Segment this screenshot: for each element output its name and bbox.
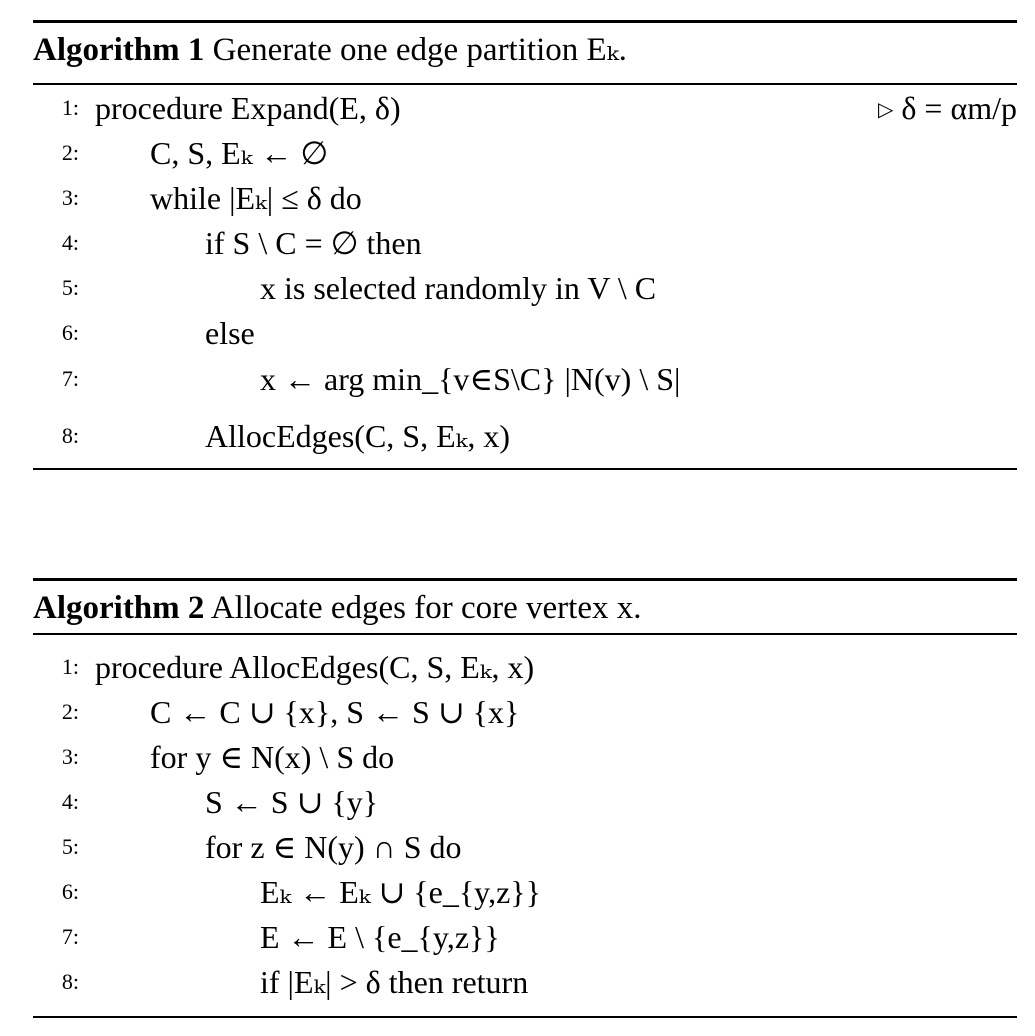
- code-line: [33, 358, 1017, 400]
- code-line: [33, 871, 1017, 913]
- code-text: C, S, Eₖ ← ∅: [150, 135, 329, 171]
- algorithm-label: Algorithm 1: [33, 32, 205, 68]
- code-line: [33, 691, 1017, 733]
- code-line: [33, 177, 1017, 219]
- line-number: 8:: [61, 423, 79, 448]
- line-number: 4:: [61, 789, 79, 814]
- code-text: x ← arg min_{v∈S\C} |N(v) \ S|: [260, 361, 681, 397]
- code-text: S ← S ∪ {y}: [205, 784, 379, 820]
- line-number: 4:: [61, 230, 79, 255]
- line-number: 1:: [61, 95, 79, 120]
- comment-text: δ = αm/p: [901, 90, 1017, 126]
- line-comment: [878, 87, 1017, 134]
- algorithm-caption: [33, 30, 627, 70]
- algorithm-title: Allocate edges for core vertex x.: [210, 590, 642, 626]
- line-number: 7:: [61, 366, 79, 391]
- code-text: for z ∈ N(y) ∩ S do: [205, 829, 462, 865]
- line-number: 6:: [61, 320, 79, 345]
- code-line: [33, 646, 1017, 688]
- code-text: else: [205, 315, 255, 351]
- algorithm-label: Algorithm 2: [33, 590, 205, 626]
- code-text: E ← E \ {e_{y,z}}: [260, 919, 500, 955]
- line-number: 1:: [61, 654, 79, 679]
- code-text: for y ∈ N(x) \ S do: [150, 739, 395, 775]
- code-line: [33, 415, 1017, 457]
- line-number: 2:: [61, 140, 79, 165]
- bottom-rule: [33, 1016, 1017, 1018]
- code-line: [33, 736, 1017, 778]
- code-text: C ← C ∪ {x}, S ← S ∪ {x}: [150, 694, 520, 730]
- line-number: 3:: [61, 744, 79, 769]
- code-line: [33, 312, 1017, 354]
- algorithm-1: [33, 20, 1017, 472]
- code-line: [33, 781, 1017, 823]
- code-text: procedure AllocEdges(C, S, Eₖ, x): [95, 649, 535, 685]
- comment-triangle-icon: ▷: [877, 99, 894, 121]
- line-number: 7:: [61, 924, 79, 949]
- code-text: while |Eₖ| ≤ δ do: [150, 180, 362, 216]
- top-rule: [33, 578, 1017, 581]
- algorithm-title: Generate one edge partition Eₖ.: [212, 32, 627, 68]
- line-number: 5:: [61, 834, 79, 859]
- line-number: 6:: [61, 879, 79, 904]
- bottom-rule: [33, 468, 1017, 470]
- code-text: procedure Expand(E, δ): [95, 90, 401, 126]
- code-text: if S \ C = ∅ then: [205, 225, 422, 261]
- code-line: [33, 267, 1017, 309]
- code-line: [33, 916, 1017, 958]
- code-text: Eₖ ← Eₖ ∪ {e_{y,z}}: [260, 874, 542, 910]
- code-line: [33, 222, 1017, 264]
- code-line: [33, 826, 1017, 868]
- code-text: if |Eₖ| > δ then return: [260, 964, 529, 1000]
- line-number: 5:: [61, 275, 79, 300]
- line-number: 8:: [61, 969, 79, 994]
- algorithm-caption: [33, 588, 641, 628]
- code-text: AllocEdges(C, S, Eₖ, x): [205, 418, 510, 454]
- top-rule: [33, 20, 1017, 23]
- code-text: x is selected randomly in V \ C: [260, 270, 657, 306]
- line-number: 3:: [61, 185, 79, 210]
- caption-rule: [33, 83, 1017, 85]
- code-line: [33, 961, 1017, 1003]
- code-line: [33, 87, 1017, 129]
- algorithm-2: [33, 578, 1017, 1020]
- code-line: [33, 132, 1017, 174]
- line-number: 2:: [61, 699, 79, 724]
- caption-rule: [33, 633, 1017, 635]
